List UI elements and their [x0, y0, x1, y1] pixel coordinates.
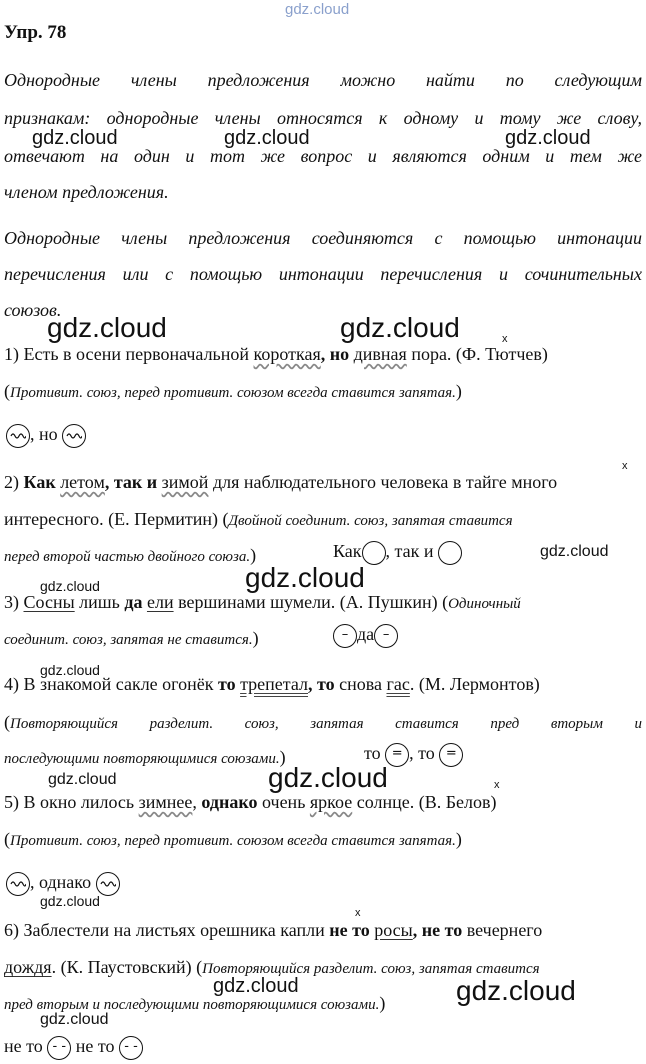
watermark: gdz.cloud — [32, 127, 118, 149]
watermark: gdz.cloud — [340, 312, 460, 343]
sentence-6-scheme: не то - - не то - - — [4, 1036, 143, 1060]
equals-circle-icon: = — [439, 743, 463, 767]
sentence-2-line2: интересного. (Е. Пермитин) (Двойной соединит. союз, запятая ставится — [4, 509, 513, 529]
sentence-3-scheme: – да – — [333, 624, 398, 648]
intro-line: Однородные члены предложения можно найти по следующим — [4, 70, 642, 90]
watermark: gdz.cloud — [40, 662, 100, 678]
sentence-2-note: перед второй частью двойного союза.) — [4, 545, 257, 565]
dash-circle-icon: – — [374, 624, 398, 648]
sentence-4: 4) В знакомой сакле огонёк то трепетал, то снова гас. (М. Лермонтов) — [4, 674, 540, 694]
sentence-5-note: (Противит. союз, перед противит. союзом всегда ставится запятая.) — [4, 829, 462, 849]
wavy-circle-icon — [96, 872, 120, 896]
x-mark: x — [622, 460, 628, 472]
watermark-top: gdz.cloud — [285, 1, 350, 18]
exercise-title: Упр. 78 — [4, 22, 67, 43]
sentence-5: 5) В окно лилось зимнее, однако очень яркое солнце. (В. Белов) — [4, 792, 497, 812]
watermark: gdz.cloud — [40, 578, 100, 594]
x-mark: x — [494, 779, 500, 791]
intro-line: признакам: однородные члены относятся к одному и тому же слову, — [4, 108, 642, 128]
equals-circle-icon: = — [385, 743, 409, 767]
sentence-4-note: (Повторяющийся разделит. союз, запятая ставится пред вторым и — [4, 712, 642, 732]
intro-line: членом предложения. — [4, 182, 169, 202]
sentence-6-line2: дождя. (К. Паустовский) (Повторяющийся разделит. союз, запятая ставится — [4, 957, 540, 977]
watermark: gdz.cloud — [213, 975, 299, 997]
watermark: gdz.cloud — [505, 127, 591, 149]
sentence-4-note-2: последующими повторяющимися союзами.) — [4, 747, 286, 767]
intro-line: перечисления или с помощью интонации перечисления и сочинительных — [4, 264, 642, 284]
watermark: gdz.cloud — [268, 762, 388, 793]
watermark: gdz.cloud — [40, 1011, 109, 1028]
wavy-circle-icon — [62, 424, 86, 448]
sentence-6: 6) Заблестели на листьях орешника капли не то росы, не то вечернего — [4, 920, 543, 940]
circle-icon — [362, 541, 386, 565]
intro-line: союзов. — [4, 300, 62, 320]
watermark: gdz.cloud — [245, 562, 365, 593]
wavy-circle-icon — [6, 872, 30, 896]
circle-icon — [438, 541, 462, 565]
watermark: gdz.cloud — [224, 127, 310, 149]
sentence-5-scheme: , однако — [6, 872, 120, 896]
sentence-3-note: соединит. союз, запятая не ставится.) — [4, 628, 259, 648]
x-mark: x — [502, 333, 508, 345]
x-mark: x — [355, 907, 361, 919]
sentence-3: 3) Сосны лишь да ели вершинами шумели. (А. Пушкин) (Одиночный — [4, 592, 521, 612]
dash-dash-circle-icon: - - — [47, 1036, 71, 1060]
intro-line: отвечают на один и тот же вопрос и являются одним и тем же — [4, 146, 642, 166]
sentence-2-scheme: Как , так и — [333, 541, 462, 565]
sentence-1: 1) Есть в осени первоначальной короткая, но дивная пора. (Ф. Тютчев) — [4, 344, 548, 364]
wavy-circle-icon — [6, 424, 30, 448]
sentence-4-scheme: то = , то = — [364, 743, 463, 767]
intro-line: Однородные члены предложения соединяются с помощью интонации — [4, 228, 642, 248]
watermark: gdz.cloud — [48, 771, 117, 788]
watermark: gdz.cloud — [456, 975, 576, 1006]
dash-dash-circle-icon: - - — [119, 1036, 143, 1060]
sentence-1-scheme: , но — [6, 424, 86, 448]
dash-circle-icon: – — [333, 624, 357, 648]
sentence-6-note: пред вторым и последующими повторяющимися союзами.) — [4, 993, 386, 1013]
watermark: gdz.cloud — [540, 543, 609, 560]
watermark: gdz.cloud — [40, 893, 100, 909]
sentence-1-note: (Противит. союз, перед противит. союзом всегда ставится запятая.) — [4, 381, 462, 401]
watermark: gdz.cloud — [47, 312, 167, 343]
sentence-2: 2) Как летом, так и зимой для наблюдательного человека в тайге много — [4, 472, 558, 492]
